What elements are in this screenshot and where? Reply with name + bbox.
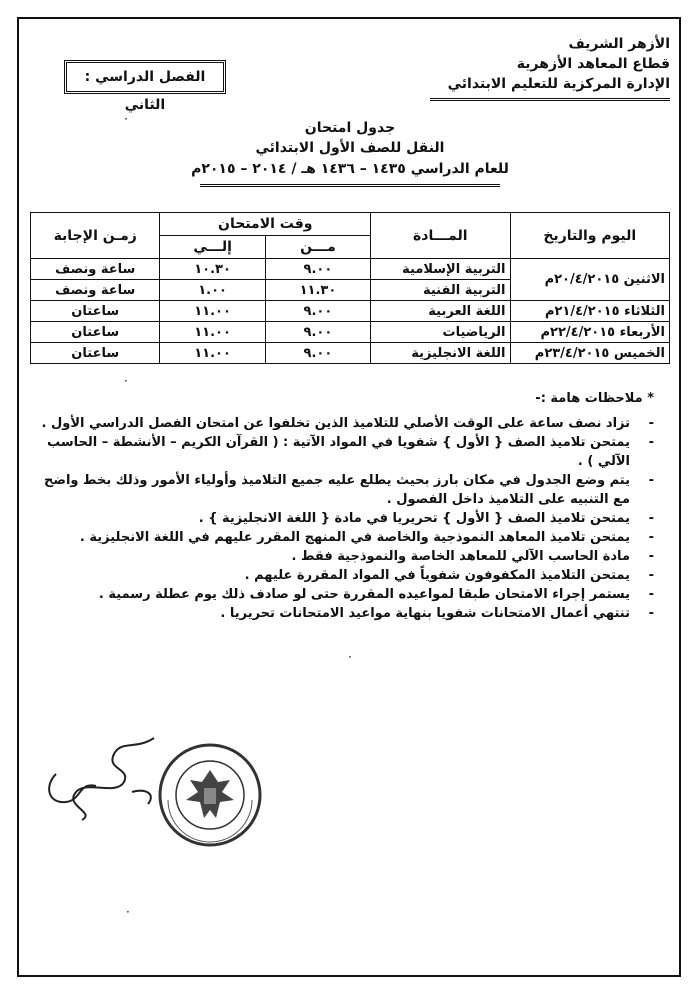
important-notes xyxy=(40,388,660,623)
institution-header xyxy=(410,34,670,101)
header-line-sector: قطاع المعاهد الأزهرية xyxy=(516,56,670,72)
cell-to: ١١.٠٠ xyxy=(160,301,265,322)
cell-duration: ساعتان xyxy=(31,322,160,343)
cell-to: ١١.٠٠ xyxy=(160,343,265,364)
table-row xyxy=(31,322,670,343)
cell-from: ٩.٠٠ xyxy=(265,259,370,280)
signature xyxy=(36,720,166,830)
list-item xyxy=(40,604,660,623)
note-text: يمتحن تلاميذ الصف { الأول } تحريريا في مادة { اللغة الانجليزية } . xyxy=(198,511,630,526)
header-to: إلـــي xyxy=(160,236,265,259)
list-item xyxy=(40,566,660,585)
cell-from: ٩.٠٠ xyxy=(265,301,370,322)
title-exam-schedule: جدول امتحان xyxy=(304,120,396,136)
scan-mark: · xyxy=(124,112,128,126)
title-block xyxy=(150,118,550,187)
table-header-row xyxy=(31,213,670,236)
cell-subject: التربية الإسلامية xyxy=(371,259,510,280)
note-text: مادة الحاسب الآلي للمعاهد الخاصة والنموذجية فقط . xyxy=(291,549,630,564)
cell-day: الأربعاء ٢٢/٤/٢٠١٥م xyxy=(510,322,669,343)
note-text: يمتحن تلاميذ المعاهد النموذجية والخاصة في المنهج المقرر عليهم في اللغة الانجليزية . xyxy=(79,530,630,545)
header-double-rule xyxy=(430,98,670,101)
notes-title: * ملاحظات هامة :- xyxy=(535,391,654,406)
note-text: يستمر إجراء الامتحان طبقا لمواعيده المقررة حتى لو صادف ذلك يوم عطلة رسمية . xyxy=(98,587,630,602)
bullet-dash: - xyxy=(648,568,654,583)
list-item xyxy=(40,528,660,547)
title-academic-year: للعام الدراسي ١٤٣٥ – ١٤٣٦ هـ / ٢٠١٤ – ٢٠١٥م xyxy=(191,161,509,177)
cell-to: ١١.٠٠ xyxy=(160,322,265,343)
title-double-rule xyxy=(200,184,500,187)
cell-subject: اللغة العربية xyxy=(371,301,510,322)
cell-duration: ساعة ونصف xyxy=(31,280,160,301)
cell-to: ١.٠٠ xyxy=(160,280,265,301)
header-exam-time: وقت الامتحان xyxy=(160,213,371,236)
header-subject: المـــادة xyxy=(371,213,510,259)
cell-day: الاثنين ٢٠/٤/٢٠١٥م xyxy=(510,259,669,301)
list-item xyxy=(40,471,660,509)
header-day-date: اليوم والتاريخ xyxy=(510,213,669,259)
header-from: مـــن xyxy=(265,236,370,259)
cell-duration: ساعتان xyxy=(31,301,160,322)
list-item xyxy=(40,433,660,471)
cell-subject: الرياضيات xyxy=(371,322,510,343)
cell-day: الثلاثاء ٢١/٤/٢٠١٥م xyxy=(510,301,669,322)
table-row xyxy=(31,259,670,280)
header-line-administration: الإدارة المركزية للتعليم الابتدائي xyxy=(447,76,670,92)
cell-from: ٩.٠٠ xyxy=(265,343,370,364)
scan-mark: · xyxy=(126,905,130,919)
header-duration: زمـن الإجابة xyxy=(31,213,160,259)
bullet-dash: - xyxy=(648,606,654,621)
cell-from: ١١.٣٠ xyxy=(265,280,370,301)
list-item xyxy=(40,547,660,566)
bullet-dash: - xyxy=(648,473,654,488)
semester-box: الفصل الدراسي : الثاني xyxy=(64,60,226,94)
table-row xyxy=(31,343,670,364)
header-line-azhar: الأزهر الشريف xyxy=(568,36,670,52)
note-text: تنتهي أعمال الامتحانات شفويا بنهاية مواعيد الامتحانات تحريريا . xyxy=(220,606,630,621)
scan-mark: · xyxy=(348,650,352,664)
bullet-dash: - xyxy=(648,530,654,545)
note-text: يمتحن تلاميذ الصف { الأول } شفويا في المواد الآتية : ( القرآن الكريم – الأنشطة – الحاسب الآلي ) . xyxy=(47,435,630,469)
table-row xyxy=(31,301,670,322)
cell-day: الخميس ٢٣/٤/٢٠١٥م xyxy=(510,343,669,364)
list-item xyxy=(40,509,660,528)
note-text: يتم وضع الجدول في مكان بارز بحيث يطلع عليه جميع التلاميذ وأولياء الأمور وذلك بخط واضح مع التنبيه على التلاميذ داخل الفصول . xyxy=(44,473,630,507)
exam-schedule-table xyxy=(30,212,670,364)
bullet-dash: - xyxy=(648,549,654,564)
scan-mark: · xyxy=(124,374,128,388)
list-item xyxy=(40,585,660,604)
notes-list xyxy=(40,414,660,623)
title-grade: النقل للصف الأول الابتدائي xyxy=(255,140,445,156)
cell-from: ٩.٠٠ xyxy=(265,322,370,343)
bullet-dash: - xyxy=(648,511,654,526)
official-seal xyxy=(150,740,270,850)
bullet-dash: - xyxy=(648,435,654,450)
cell-to: ١٠.٣٠ xyxy=(160,259,265,280)
cell-duration: ساعة ونصف xyxy=(31,259,160,280)
cell-subject: اللغة الانجليزية xyxy=(371,343,510,364)
cell-subject: التربية الفنية xyxy=(371,280,510,301)
cell-duration: ساعتان xyxy=(31,343,160,364)
note-text: تزاد نصف ساعة على الوقت الأصلي للتلاميذ الذين تخلفوا عن امتحان الفصل الدراسي الأول . xyxy=(41,416,630,431)
bullet-dash: - xyxy=(648,416,654,431)
list-item xyxy=(40,414,660,433)
note-text: يمتحن التلاميذ المكفوفون شفوياً في المواد المقررة عليهم . xyxy=(244,568,630,583)
bullet-dash: - xyxy=(648,587,654,602)
